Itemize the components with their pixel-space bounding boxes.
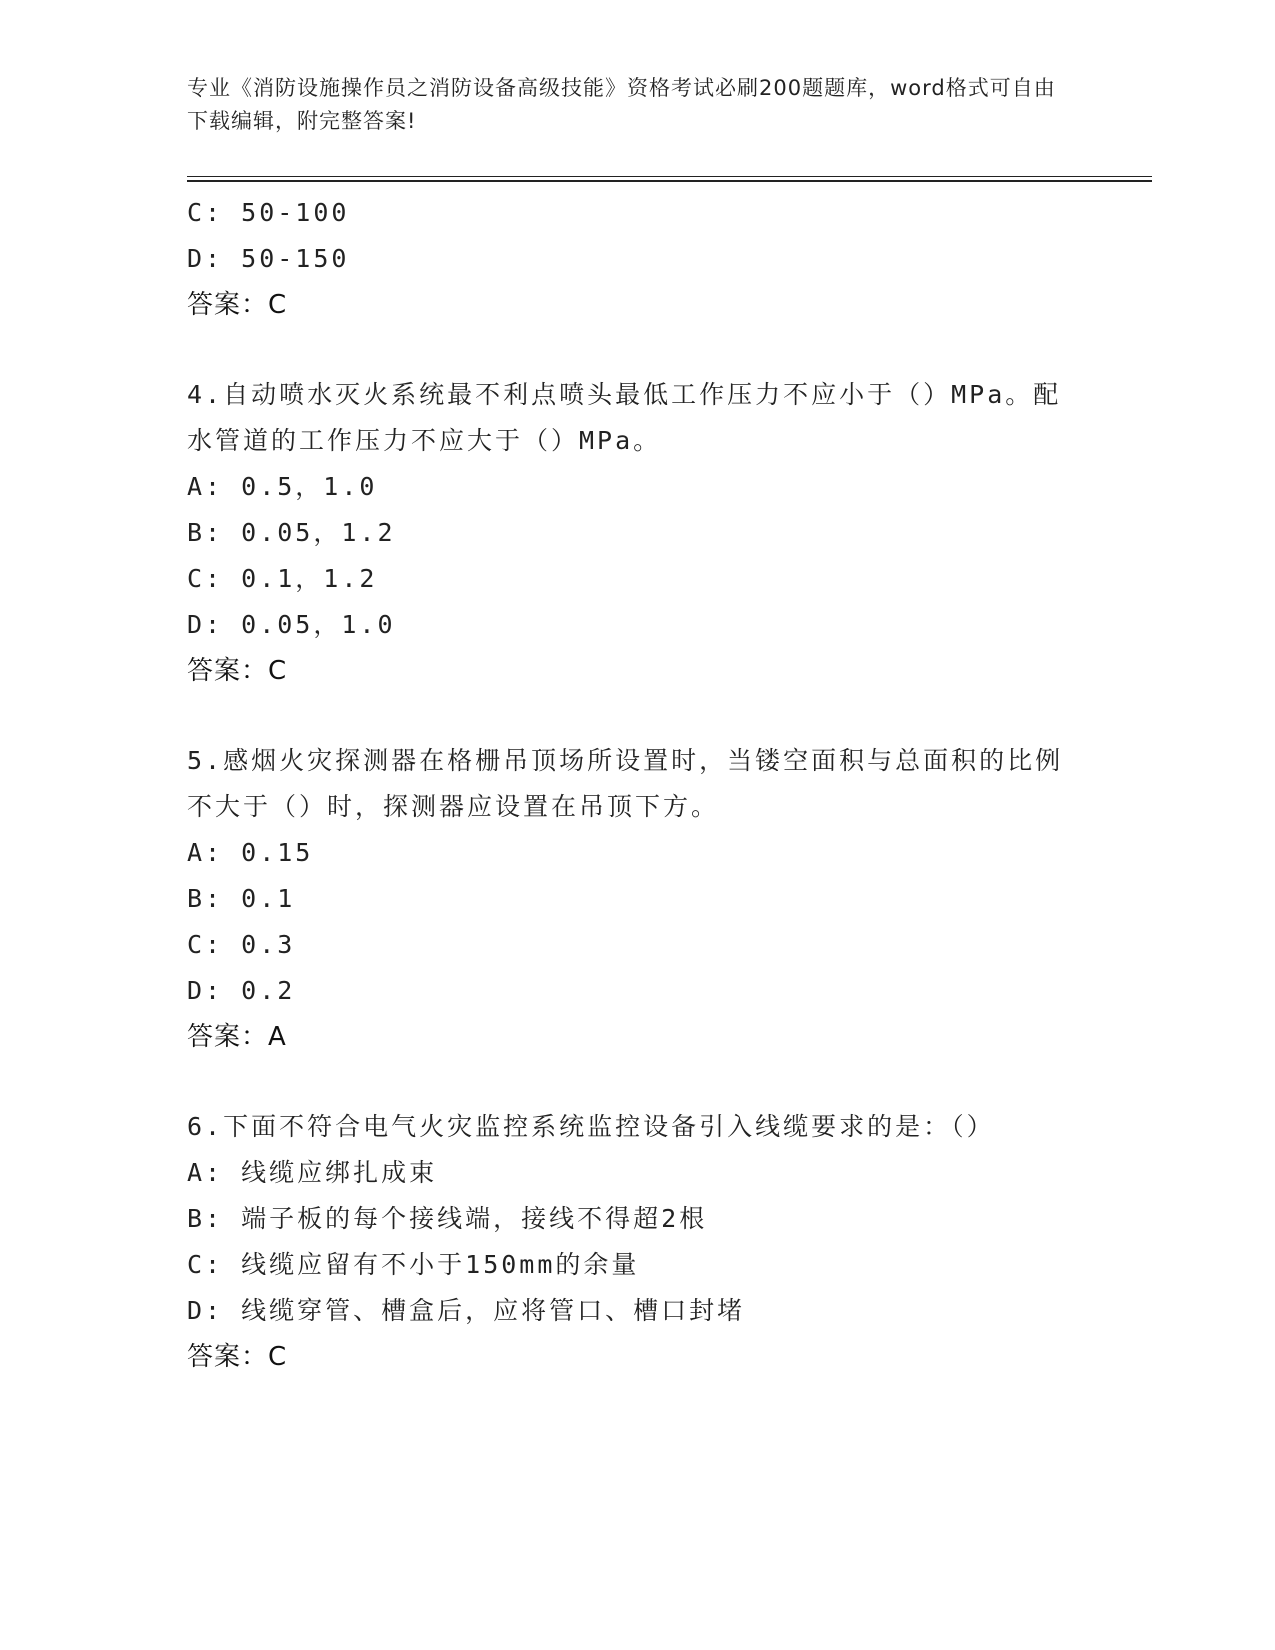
header-divider-thick: [187, 180, 1152, 182]
header-divider-thin: [187, 176, 1152, 177]
option-d: D: 0.2: [187, 976, 296, 1005]
question-5: [187, 738, 1087, 1060]
answer-line: 答案：C: [187, 1342, 288, 1372]
answer-line: 答案：C: [187, 656, 288, 686]
spacer: [187, 328, 1087, 372]
option-c: C: 50-100: [187, 198, 350, 227]
option-b: B: 端子板的每个接线端，接线不得超2根: [187, 1204, 708, 1233]
question-6: [187, 1104, 1087, 1380]
option-a: A: 线缆应绑扎成束: [187, 1158, 438, 1187]
document-header: 专业《消防设施操作员之消防设备高级技能》资格考试必刷200题题库，word格式可自由下载编辑，附完整答案!: [187, 76, 1056, 133]
option-c: C: 线缆应留有不小于150mm的余量: [187, 1250, 640, 1279]
option-c: C: 0.3: [187, 930, 296, 959]
question-4: [187, 372, 1087, 694]
option-a: A: 0.5，1.0: [187, 472, 378, 501]
question-text: 5.感烟火灾探测器在格栅吊顶场所设置时，当镂空面积与总面积的比例不大于（）时，探测器应设置在吊顶下方。: [187, 746, 1064, 821]
question-text: 4.自动喷水灭火系统最不利点喷头最低工作压力不应小于（）MPa。配水管道的工作压力不应大于（）MPa。: [187, 380, 1062, 455]
option-b: B: 0.1: [187, 884, 296, 913]
question-list: [187, 190, 1087, 1380]
spacer: [187, 1060, 1087, 1104]
answer-line: 答案：A: [187, 1022, 287, 1052]
option-d: D: 50-150: [187, 244, 350, 273]
question-3-tail: [187, 190, 1087, 328]
spacer: [187, 694, 1087, 738]
answer-line: 答案：C: [187, 290, 288, 320]
question-text: 6.下面不符合电气火灾监控系统监控设备引入线缆要求的是：（）: [187, 1112, 995, 1141]
option-a: A: 0.15: [187, 838, 314, 867]
option-d: D: 0.05，1.0: [187, 610, 396, 639]
option-b: B: 0.05，1.2: [187, 518, 396, 547]
option-d: D: 线缆穿管、槽盒后，应将管口、槽口封堵: [187, 1296, 746, 1325]
option-c: C: 0.1，1.2: [187, 564, 378, 593]
